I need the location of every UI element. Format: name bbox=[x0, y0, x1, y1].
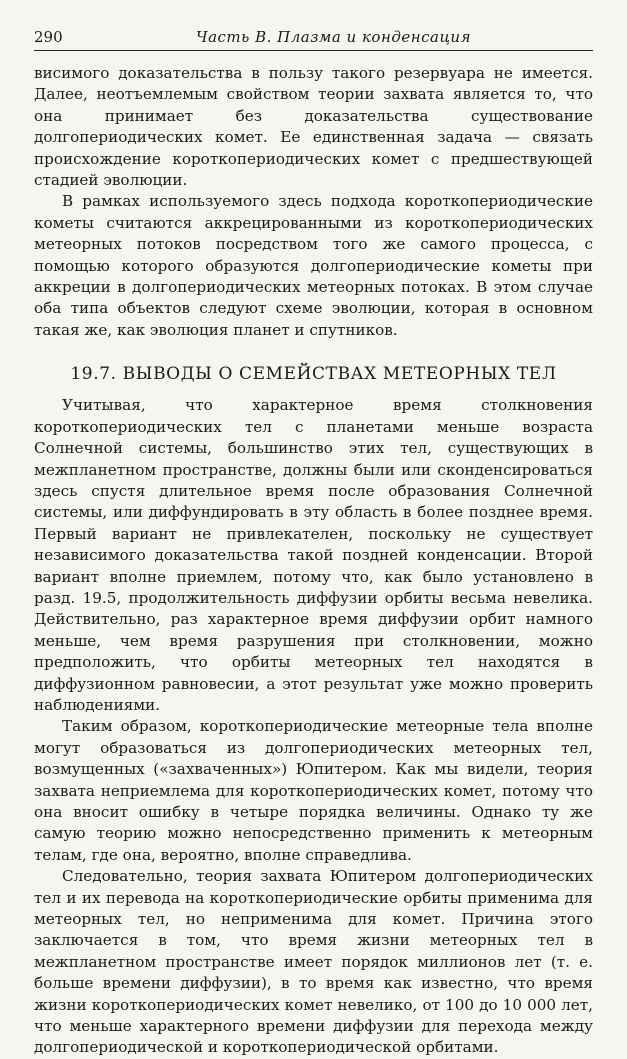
page-header bbox=[34, 28, 593, 51]
paragraph: В рамках используемого здесь подхода короткопериодические кометы считаются аккрецированными из короткопериодических метеорных потоков посредством того же самого процесса, с помощью которого образуются долгопериодические кометы при аккреции в долгопериодических метеорных потоках. В этом случае оба типа объектов следуют схеме эволюции, которая в основном такая же, как эволюция планет и спутников. bbox=[34, 192, 593, 339]
paragraph: Следовательно, теория захвата Юпитером долгопериодических тел и их перевода на короткопериодические орбиты применима для метеорных тел, но неприменима для комет. Причина этого заключается в том, что время жизни метеорных тел в межпланетном пространстве имеет порядок миллионов лет (т. е. больше времени диффузии), в то время как известно, что время жизни короткопериодических комет невелико, от 100 до 10 000 лет, что меньше характерного времени диффузии для перехода между долгопериодической и короткопериодической орбитами. bbox=[34, 867, 593, 1057]
paragraph: висимого доказательства в пользу такого резервуара не имеется. Далее, неотъемлемым свойством теории захвата является то, что она принимает без доказательства существование долгопериодических комет. Ее единственная задача — связать происхождение короткопериодических комет с предшествующей стадией эволюции. bbox=[34, 64, 593, 190]
page-body bbox=[34, 63, 593, 1059]
paragraph: Таким образом, короткопериодические метеорные тела вполне могут образоваться из долгопериодических метеорных тел, возмущенных («захваченных») Юпитером. Как мы видели, теория захвата неприемлема для короткопериодических комет, потому что она вносит ошибку в четыре порядка величины. Однако ту же самую теорию можно непосредственно применить к метеорным телам, где она, вероятно, вполне справедлива. bbox=[34, 717, 593, 864]
page-number: 290 bbox=[34, 28, 63, 46]
section-heading: 19.7. ВЫВОДЫ О СЕМЕЙСТВАХ МЕТЕОРНЫХ ТЕЛ bbox=[70, 364, 557, 385]
paragraph: Учитывая, что характерное время столкновения короткопериодических тел с планетами меньше возраста Солнечной системы, большинство этих тел, существующих в межпланетном пространстве, должны были или сконденсироваться здесь спустя длительное время после образования Солнечной системы, или диффундировать в эту область в более позднее время. Первый вариант не привлекателен, поскольку не существует независимого доказательства такой поздней конденсации. Второй вариант вполне приемлем, потому что, как было установлено в разд. 19.5, продолжительность диффузии орбиты весьма невелика. Действительно, раз характерное время диффузии орбит намного меньше, чем время разрушения при столкновении, можно предположить, что орбиты метеорных тел находятся в диффузионном равновесии, а этот результат уже можно проверить наблюдениями. bbox=[34, 396, 593, 714]
running-title: Часть В. Плазма и конденсация bbox=[195, 28, 472, 46]
